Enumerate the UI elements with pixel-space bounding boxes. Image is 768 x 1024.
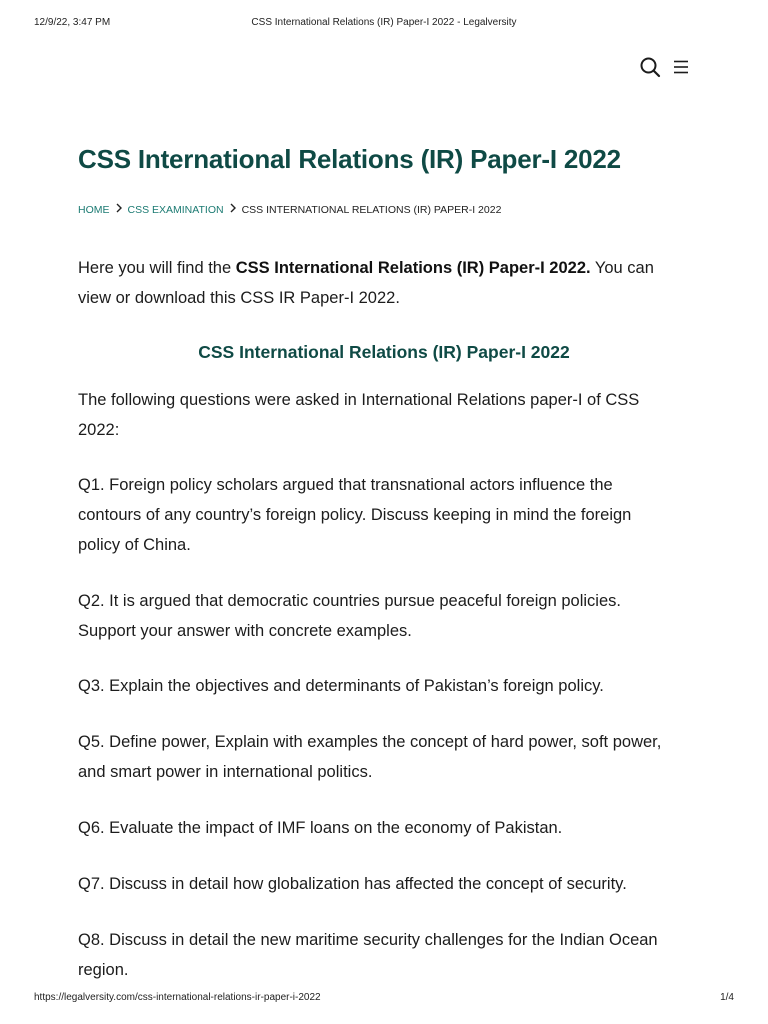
lead-line: The following questions were asked in International Relations paper-I of CSS (78, 391, 640, 409)
search-icon[interactable] (639, 56, 663, 80)
print-page-number: 1/4 (720, 992, 734, 1003)
question-line: Q6. Evaluate the impact of IMF loans on the economy of Pakistan. (78, 819, 563, 837)
question-line: Q1. Foreign policy scholars argued that transnational actors influence the (78, 476, 613, 494)
question-line: contours of any country’s foreign policy. Discuss keeping in mind the foreign (78, 506, 632, 524)
question-line: Q2. It is argued that democratic countries pursue peaceful foreign policies. (78, 592, 621, 610)
chevron-right-icon (110, 203, 128, 216)
question-line: policy of China. (78, 536, 191, 554)
question-q3 (78, 671, 690, 701)
print-header (0, 17, 768, 31)
chevron-right-icon (224, 203, 242, 216)
print-datetime: 12/9/22, 3:47 PM (34, 17, 111, 28)
question-line: Support your answer with concrete examples. (78, 622, 412, 640)
question-line: Q7. Discuss in detail how globalization has affected the concept of security. (78, 875, 627, 893)
breadcrumb-current-page: CSS INTERNATIONAL RELATIONS (IR) PAPER-I 2022 (241, 203, 502, 216)
question-q2 (78, 586, 690, 646)
question-line: Q8. Discuss in detail the new maritime security challenges for the Indian Ocean (78, 931, 658, 949)
question-q1 (78, 470, 690, 560)
print-document-title: CSS International Relations (IR) Paper-I 2022 - Legalversity (251, 17, 517, 28)
lead-paragraph (78, 385, 690, 445)
print-url: https://legalversity.com/css-international-relations-ir-paper-i-2022 (34, 992, 321, 1003)
question-q5 (78, 727, 690, 787)
breadcrumb-home-link[interactable]: HOME (78, 203, 110, 216)
intro-text-end: You can (590, 259, 654, 277)
hamburger-menu-icon[interactable] (672, 56, 696, 80)
question-line: Q3. Explain the objectives and determinants of Pakistan’s foreign policy. (78, 677, 604, 695)
intro-text-start: Here you will find the (78, 259, 236, 277)
question-q8 (78, 925, 690, 985)
breadcrumb-css-examination-link[interactable]: CSS EXAMINATION (127, 203, 224, 216)
question-line: Q5. Define power, Explain with examples the concept of hard power, soft power, (78, 733, 662, 751)
print-footer (0, 992, 768, 1006)
intro-text-line2: view or download this CSS IR Paper-I 2022. (78, 289, 400, 307)
question-q6 (78, 813, 690, 843)
section-heading: CSS International Relations (IR) Paper-I 2022 (198, 342, 570, 362)
page-title: CSS International Relations (IR) Paper-I 2022 (78, 144, 621, 174)
question-q7 (78, 869, 690, 899)
intro-paragraph (78, 253, 688, 313)
intro-bold-title: CSS International Relations (IR) Paper-I 2022. (235, 259, 591, 277)
site-header-actions (638, 56, 698, 80)
breadcrumb (78, 203, 501, 216)
question-line: and smart power in international politics. (78, 763, 373, 781)
question-line: region. (78, 961, 129, 979)
lead-line: 2022: (78, 421, 120, 439)
